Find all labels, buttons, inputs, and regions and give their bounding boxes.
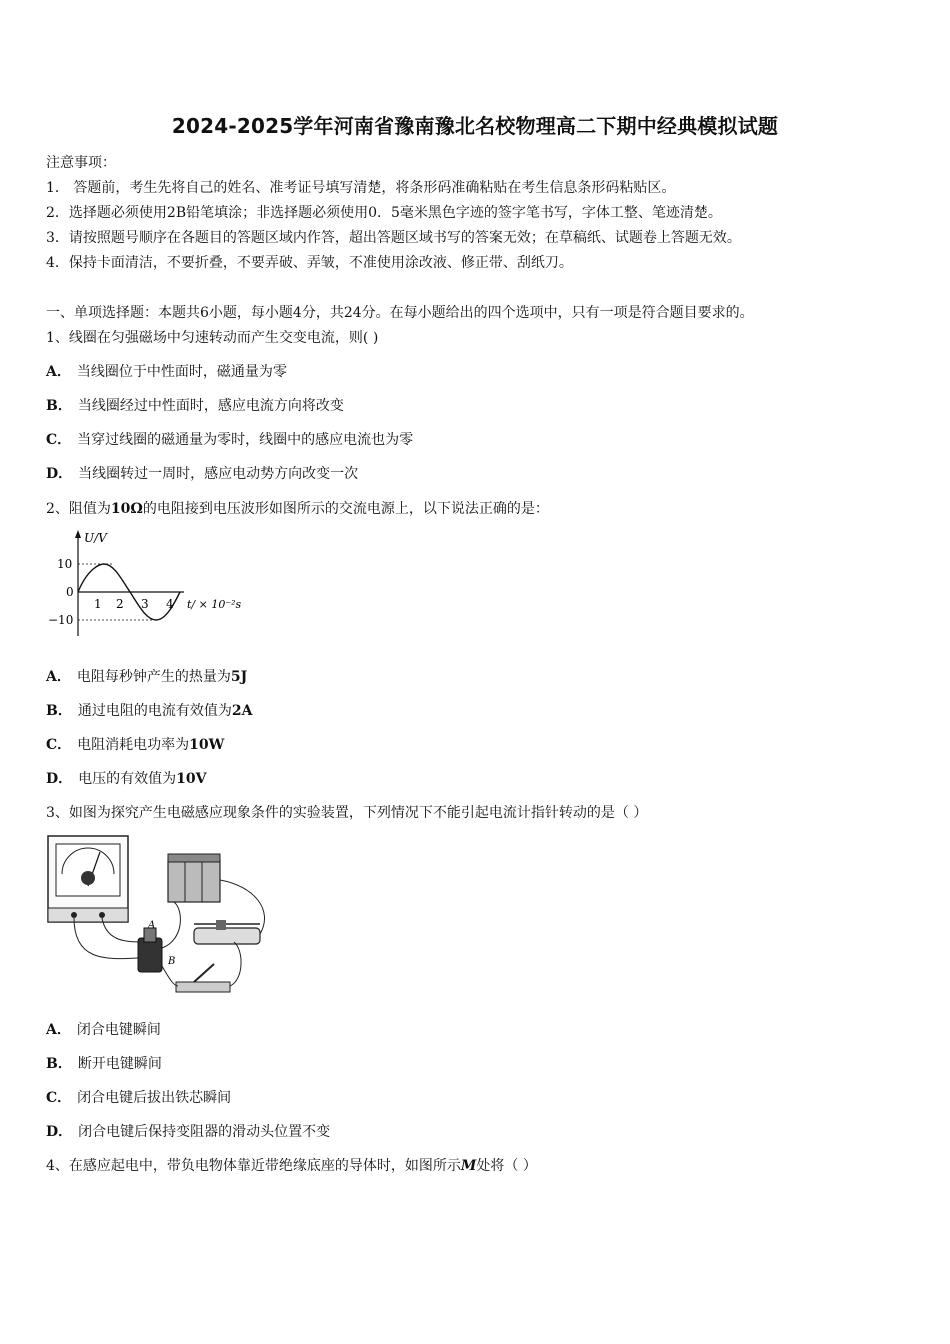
option-letter: B． xyxy=(46,398,72,414)
battery-top xyxy=(168,854,220,862)
option-text: 当线圈位于中性面时，磁通量为零 xyxy=(76,364,287,380)
q2-stem-before: 2、阻值为 xyxy=(46,501,111,517)
q1-option-c xyxy=(46,429,413,449)
option-text: 电阻消耗电功率为 xyxy=(77,737,190,753)
q4-stem xyxy=(46,1155,537,1175)
coil-icon xyxy=(138,938,162,972)
option-letter: B． xyxy=(46,1056,72,1072)
q2-option-d xyxy=(46,768,207,788)
y-axis-arrow xyxy=(75,530,81,538)
y-tick-0: 0 xyxy=(66,585,74,599)
terminal xyxy=(71,912,77,918)
q2-stem-after: 的电阻接到电压波形如图所示的交流电源上，以下说法正确的是： xyxy=(142,501,549,517)
rheostat-icon xyxy=(194,928,260,944)
option-value: 2A xyxy=(231,703,253,719)
x-tick-1: 1 xyxy=(94,597,102,611)
option-letter: A． xyxy=(46,669,71,685)
option-text: 闭合电键瞬间 xyxy=(76,1022,161,1038)
q2-option-c xyxy=(46,734,224,754)
option-letter: A． xyxy=(46,1022,71,1038)
galvanometer-pivot xyxy=(81,871,95,885)
option-text: 电压的有效值为 xyxy=(78,771,177,787)
notice-item-3: 3．请按照题号顺序在各题目的答题区域内作答，超出答题区域书写的答案无效；在草稿纸、试题卷上答题无效。 xyxy=(46,230,741,246)
q3-option-b xyxy=(46,1053,162,1073)
q3-option-d xyxy=(46,1121,330,1141)
option-letter: D． xyxy=(46,1124,73,1140)
option-text: 闭合电键后拔出铁芯瞬间 xyxy=(77,1090,232,1106)
q2-option-a xyxy=(46,666,247,686)
option-text: 当线圈转过一周时，感应电动势方向改变一次 xyxy=(78,466,359,482)
q2-option-b xyxy=(46,700,252,720)
label-b: B xyxy=(168,956,176,967)
option-letter: C． xyxy=(46,432,72,448)
q3-option-c xyxy=(46,1087,231,1107)
wire xyxy=(74,918,138,959)
q2-stem xyxy=(46,498,549,518)
switch-lever xyxy=(194,964,214,982)
wire xyxy=(220,880,265,934)
option-letter: D． xyxy=(46,466,73,482)
q3-option-a xyxy=(46,1019,161,1039)
option-letter: C． xyxy=(46,737,72,753)
switch-icon xyxy=(176,982,230,992)
option-letter: D． xyxy=(46,771,73,787)
x-tick-2: 2 xyxy=(116,597,124,611)
option-letter: A． xyxy=(46,364,71,380)
notice-item-1: 1． 答题前，考生先将自己的姓名、准考证号填写清楚，将条形码准确粘贴在考生信息条形码粘贴区。 xyxy=(46,180,676,196)
option-text: 断开电键瞬间 xyxy=(77,1056,162,1072)
q4-stem-after: 处将（ ） xyxy=(476,1158,537,1174)
option-text: 电阻每秒钟产生的热量为 xyxy=(76,669,231,685)
notice-heading: 注意事项： xyxy=(46,155,116,171)
option-value: 10W xyxy=(189,737,225,753)
section-1-heading: 一、单项选择题：本题共6小题，每小题4分，共24分。在每小题给出的四个选项中，只有一项是符合题目要求的。 xyxy=(46,305,754,321)
option-text: 当线圈经过中性面时，感应电流方向将改变 xyxy=(77,398,344,414)
wire xyxy=(162,902,180,948)
q4-stem-point: M xyxy=(460,1158,477,1174)
terminal xyxy=(99,912,105,918)
label-a: A xyxy=(148,920,156,931)
q3-stem: 3、如图为探究产生电磁感应现象条件的实验装置，下列情况下不能引起电流计指针转动的是（ ） xyxy=(46,805,648,821)
option-letter: C． xyxy=(46,1090,72,1106)
q1-option-a xyxy=(46,361,287,381)
voltage-waveform-figure xyxy=(44,528,254,640)
option-value: 10V xyxy=(176,771,207,787)
q2-stem-resistance: 10Ω xyxy=(110,501,143,517)
wire xyxy=(230,942,241,986)
x-tick-3: 3 xyxy=(141,597,149,611)
galvanometer-base xyxy=(48,908,128,922)
option-letter: B． xyxy=(46,703,72,719)
notice-item-4: 4．保持卡面清洁，不要折叠，不要弄破、弄皱，不准使用涂改液、修正带、刮纸刀。 xyxy=(46,255,573,271)
option-text: 通过电阻的电流有效值为 xyxy=(77,703,232,719)
q1-option-d xyxy=(46,463,358,483)
option-value: 5J xyxy=(230,669,248,685)
y-tick-10: 10 xyxy=(57,557,73,571)
exam-title: 2024-2025学年河南省豫南豫北名校物理高二下期中经典模拟试题 xyxy=(171,114,779,138)
battery-icon xyxy=(168,860,220,902)
rheostat-slider xyxy=(216,920,226,930)
x-axis-label: t/ × 10⁻²s xyxy=(187,598,242,611)
option-text: 当穿过线圈的磁通量为零时，线圈中的感应电流也为零 xyxy=(77,432,414,448)
q1-option-b xyxy=(46,395,344,415)
option-text: 闭合电键后保持变阻器的滑动头位置不变 xyxy=(78,1124,331,1140)
notice-item-2: 2．选择题必须使用2B铅笔填涂；非选择题必须使用0．5毫米黑色字迹的签字笔书写，字体工整、笔迹清楚。 xyxy=(46,205,722,221)
galvanometer-dial xyxy=(56,844,120,896)
x-tick-4: 4 xyxy=(166,597,174,611)
electromagnetic-induction-apparatus xyxy=(44,830,284,1002)
q4-stem-before: 4、在感应起电中，带负电物体靠近带绝缘底座的导体时，如图所示 xyxy=(46,1158,461,1174)
q1-stem: 1、线圈在匀强磁场中匀速转动而产生交变电流，则( ) xyxy=(46,330,379,346)
y-tick-neg10: −10 xyxy=(48,613,74,627)
y-axis-label: U/V xyxy=(84,531,107,545)
